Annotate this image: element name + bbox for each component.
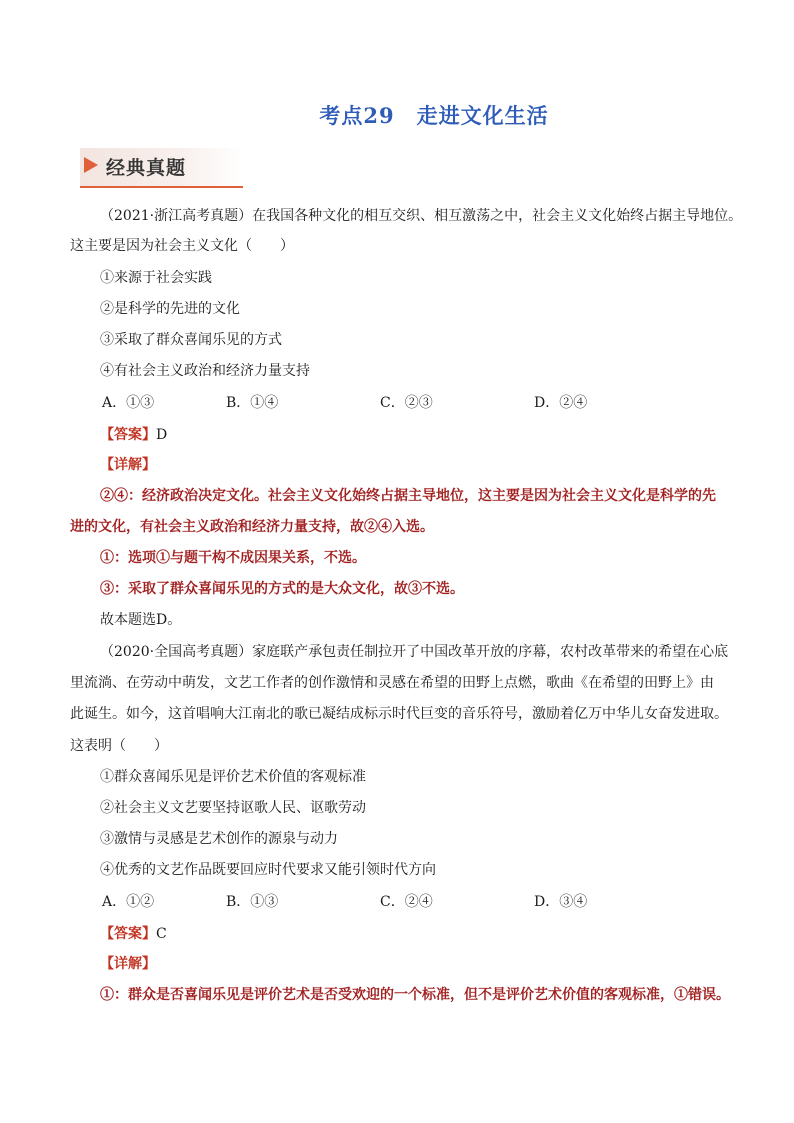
page-title: 考点29 走进文化生活 [319, 103, 549, 128]
q1-item-3: ③采取了群众喜闻乐见的方式 [100, 332, 282, 348]
q2-detail-label: 【详解】 [100, 956, 156, 972]
q1-option-b: B．①④ [226, 395, 279, 411]
q1-detail-label: 【详解】 [100, 457, 156, 473]
q1-option-d: D．②④ [534, 395, 588, 411]
q2-item-3: ③激情与灵感是艺术创作的源泉与动力 [100, 831, 338, 847]
section-header-label: 经典真题 [106, 157, 187, 179]
q2-stem-line-4: 这表明（ ） [70, 738, 168, 754]
q1-item-4: ④有社会主义政治和经济力量支持 [100, 363, 310, 379]
q2-stem-line-1: （2020·全国高考真题）家庭联产承包责任制拉开了中国改革开放的序幕，农村改革带来的希望在心底 [100, 644, 729, 660]
q2-option-d: D．③④ [534, 894, 588, 910]
q1-conclusion: 故本题选D。 [100, 612, 182, 628]
arrow-right-icon [84, 157, 98, 173]
q2-options [102, 893, 662, 911]
q1-stem-line-1: （2021·浙江高考真题）在我国各种文化的相互交织、相互激荡之中，社会主义文化始终占据主导地位。 [100, 208, 743, 224]
q2-answer [100, 925, 167, 943]
q1-detail-line-2: 进的文化，有社会主义政治和经济力量支持，故②④入选。 [70, 519, 434, 535]
q1-stem-line-2: 这主要是因为社会主义文化（ ） [70, 238, 294, 254]
q2-option-a: A．①② [102, 894, 155, 910]
q2-answer-value: C [156, 926, 167, 942]
q2-detail-line-1: ①：群众是否喜闻乐见是评价艺术是否受欢迎的一个标准，但不是评价艺术价值的客观标准，①错误。 [100, 987, 730, 1003]
q1-item-2: ②是科学的先进的文化 [100, 301, 240, 317]
q2-item-4: ④优秀的文艺作品既要回应时代要求又能引领时代方向 [100, 862, 436, 878]
q2-option-c: C．②④ [380, 894, 433, 910]
q2-option-b: B．①③ [226, 894, 279, 910]
section-header [80, 148, 243, 188]
q2-stem-line-3: 此诞生。如今，这首唱响大江南北的歌已凝结成标示时代巨变的音乐符号，激励着亿万中华儿女奋发进取。 [70, 706, 728, 722]
q2-item-2: ②社会主义文艺要坚持讴歌人民、讴歌劳动 [100, 800, 366, 816]
q1-option-a: A．①③ [102, 395, 155, 411]
q1-options [102, 394, 662, 412]
q1-option-c: C．②③ [380, 395, 433, 411]
q1-detail-line-4: ③：采取了群众喜闻乐见的方式的是大众文化，故③不选。 [100, 581, 464, 597]
q2-stem-line-2: 里流淌、在劳动中萌发，文艺工作者的创作激情和灵感在希望的田野上点燃，歌曲《在希望的田野上》由 [70, 675, 714, 691]
q1-item-1: ①来源于社会实践 [100, 270, 212, 286]
q1-answer-label: 【答案】 [100, 427, 156, 443]
q1-detail-line-1: ②④：经济政治决定文化。社会主义文化始终占据主导地位，这主要是因为社会主义文化是科学的先 [100, 488, 716, 504]
q1-answer-value: D [156, 427, 168, 443]
q1-answer [100, 426, 167, 444]
q2-item-1: ①群众喜闻乐见是评价艺术价值的客观标准 [100, 769, 366, 785]
q1-detail-line-3: ①：选项①与题干构不成因果关系，不选。 [100, 550, 366, 566]
q2-answer-label: 【答案】 [100, 926, 156, 942]
